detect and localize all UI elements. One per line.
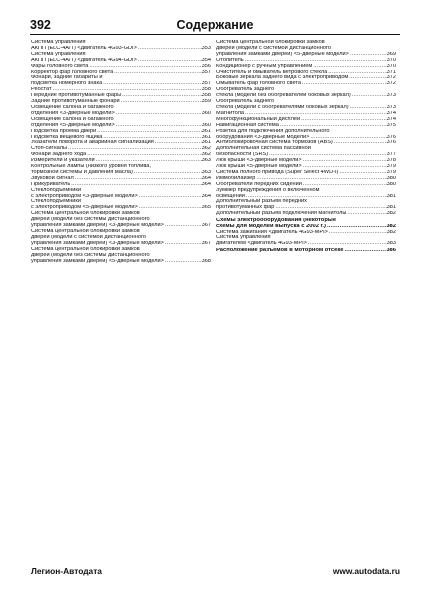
toc-entry-title: управления замками дверей) <3-дверные модели>: [31, 223, 164, 229]
toc-entry-title: Люк крыши <3-дверные модели>: [216, 158, 302, 164]
toc-entry[interactable]: [216, 40, 396, 58]
toc-entry[interactable]: [216, 235, 396, 247]
toc-entry-page: 381: [386, 205, 396, 211]
toc-entry-title: Подсветка вещевого ящика: [31, 134, 103, 140]
toc-entry-page: 373: [386, 104, 396, 110]
toc-left-column: [31, 40, 211, 264]
toc-entry-title: противотуманных фар: [216, 205, 275, 211]
toc-entry-line: [31, 259, 211, 265]
toc-entry-title: Фонари, задние габариты и: [31, 75, 103, 81]
toc-entry-page: 386: [386, 247, 396, 253]
toc-entry-title: Розетка для подключения дополнительного: [216, 128, 330, 134]
toc-entry-page: 367: [201, 240, 211, 246]
toc-entry-title: Передние противотуманные фары: [31, 93, 122, 99]
toc-entry-title: Боковые зеркала заднего вида с электроприводом: [216, 75, 349, 81]
toc-entry-title: Обогреватель заднего: [216, 99, 275, 105]
toc-entry-page: 379: [386, 169, 396, 175]
toc-entry-page: 364: [201, 181, 211, 187]
toc-entry[interactable]: [216, 188, 396, 200]
toc-entry-title: Освещение салона и багажного: [31, 104, 114, 110]
toc-entry-title: Система управления: [31, 51, 86, 57]
toc-entry[interactable]: [216, 199, 396, 211]
toc-entry-title: подсветка номерного знака: [31, 81, 103, 87]
toc-entry[interactable]: [31, 164, 211, 176]
toc-entry-page: 365: [201, 205, 211, 211]
toc-entry-title: тормозной системы и давления масла): [31, 169, 133, 175]
toc-entry-page: 370: [386, 63, 396, 69]
toc-entry[interactable]: [31, 211, 211, 229]
page-title: Содержание: [176, 18, 254, 32]
toc-entry-title: отделения <5-дверные модели>: [31, 122, 115, 128]
dot-leader: [343, 248, 386, 254]
toc-entry[interactable]: [31, 188, 211, 200]
toc-entry[interactable]: [31, 247, 211, 265]
toc-entry-page: 375: [386, 122, 396, 128]
toc-entry-title: Отопитель: [216, 57, 244, 63]
toc-entry-title: отделения <3-дверные модели>: [31, 110, 115, 116]
toc-entry-page: 367: [201, 223, 211, 229]
toc-entry[interactable]: [216, 211, 396, 217]
toc-entry-title: с электроприводом <5-дверные модели>: [31, 205, 138, 211]
publisher-website[interactable]: www.autodata.ru: [332, 566, 400, 576]
toc-entry-page: 358: [201, 87, 211, 93]
toc-entry-title: Магнитола: [216, 110, 244, 116]
toc-entry[interactable]: [31, 105, 211, 117]
toc-entry-title: оборудования <3-дверные модели>: [216, 134, 310, 140]
toc-entry-page: 363: [201, 158, 211, 164]
toc-entry-title: Система зажигания <двигатель 4G93-MPI>: [216, 229, 328, 235]
toc-entry-title: Схемы электрооборудования (некоторые: [216, 217, 337, 223]
toc-entry-title: Система управления: [216, 235, 271, 241]
page-header: [30, 18, 400, 34]
toc-entry-page: 370: [386, 57, 396, 63]
toc-entry-page: 376: [386, 140, 396, 146]
toc-entry[interactable]: [216, 99, 396, 111]
toc-entry-page: 360: [201, 110, 211, 116]
toc-entry-title: Кондиционер с ручным управлением: [216, 63, 313, 69]
toc-entry[interactable]: [216, 146, 396, 158]
dot-leader: [307, 241, 387, 247]
toc-entry[interactable]: [216, 248, 396, 254]
toc-entry-title: управления замками дверей) <5-дверные модели>: [31, 258, 164, 264]
toc-entry-title: с электроприводом <3-дверные модели>: [31, 193, 138, 199]
toc-entry-page: 382: [386, 211, 396, 217]
toc-entry-title: Фары головного света: [31, 63, 89, 69]
toc-entry-title: АКПП (ELC-4A/T) <двигатель 4G93-GDI>: [31, 45, 137, 51]
toc-entry-title: дверей (модели с системой дистанционного: [31, 234, 146, 240]
toc-entry-title: Обогреватель заднего: [216, 87, 275, 93]
toc-entry-page: 372: [386, 75, 396, 81]
toc-entry-title: Навигационная система: [216, 122, 279, 128]
toc-entry-page: 362: [201, 152, 211, 158]
toc-entry-title: Система центральной блокировки замков: [31, 211, 140, 217]
toc-entry-page: 362: [201, 146, 211, 152]
toc-entry-page: 379: [386, 164, 396, 170]
toc-entry-page: 373: [386, 93, 396, 99]
toc-entry-title: Измерители и указатели: [31, 158, 95, 164]
toc-entry-title: Антиблокировочная система тормозов (ABS): [216, 140, 333, 146]
toc-entry-title: Система управления: [31, 40, 86, 45]
toc-entry-page: 357: [201, 81, 211, 87]
toc-entry-line: [216, 241, 396, 247]
toc-entry-title: Дополнительный разъем передних: [216, 199, 307, 205]
toc-entry-page: 361: [201, 128, 211, 134]
toc-entry-page: 382: [386, 229, 396, 235]
toc-entry-page: 371: [386, 69, 396, 75]
toc-entry-title: дверей (модели с системой дистанционного: [216, 45, 331, 51]
toc-entry-page: 353: [201, 45, 211, 51]
toc-entry-title: Иммобилайзер: [216, 175, 256, 181]
toc-entry-page: 361: [201, 134, 211, 140]
toc-entry-title: Задние противотуманные фонари: [31, 99, 120, 105]
toc-entry-title: Зуммер предупреждения о включенном: [216, 187, 320, 193]
toc-entry-title: дверей (модели без системы дистанционного: [31, 252, 150, 258]
toc-entry-title: Очиститель и омыватель ветрового стекла: [216, 69, 328, 75]
toc-entry-title: Прикуриватель: [31, 181, 71, 187]
toc-entry[interactable]: [216, 218, 396, 230]
toc-entry[interactable]: [216, 87, 396, 99]
toc-entry-title: управления замками дверей) <5-дверные модели>: [216, 51, 349, 57]
toc-entry-line: [216, 248, 396, 254]
toc-entry-line: [216, 211, 396, 217]
toc-entry-page: 374: [386, 110, 396, 116]
toc-entry-title: Фонари заднего хода: [31, 152, 87, 158]
toc-entry-title: Стоп-сигналы: [31, 146, 67, 152]
dot-leader: [164, 259, 202, 265]
toc-entry-title: стекла (модели с обогревателями боковых зеркал): [216, 104, 349, 110]
toc-entry[interactable]: [216, 129, 396, 141]
toc-entry[interactable]: [31, 52, 211, 64]
toc-entry-page: 369: [386, 51, 396, 57]
toc-entry-title: Реостат: [31, 87, 52, 93]
toc-entry-page: 380: [386, 181, 396, 187]
toc-entry-title: двигателем <двигатель 4G93-MPI>: [216, 241, 307, 247]
toc-entry-page: 383: [386, 241, 396, 247]
toc-entry-title: Подсветка проема двери: [31, 128, 97, 134]
toc-entry-page: 377: [386, 152, 396, 158]
toc-entry-page: 374: [386, 116, 396, 122]
toc-entry-page: 368: [201, 258, 211, 264]
toc-entry-title: Омыватель фар головного света: [216, 81, 301, 87]
toc-entry-title: Указатели поворота и аварийная сигнализация: [31, 140, 154, 146]
toc-entry-page: 380: [386, 175, 396, 181]
toc-entry-title: Дополнительная система пассивной: [216, 146, 311, 152]
toc-entry[interactable]: [31, 229, 211, 247]
toc-entry-title: Многофункциональный дисплей: [216, 116, 301, 122]
toc-entry-title: Люк крыши <5-дверные модели>: [216, 164, 302, 170]
toc-entry-title: Система центральной блокировки замков: [31, 229, 140, 234]
toc-entry-page: 378: [386, 158, 396, 164]
toc-entry-title: Звуковой сигнал: [31, 175, 74, 181]
toc-entry-page: 382: [386, 223, 396, 229]
dot-leader: [346, 211, 386, 217]
toc-entry-page: 372: [386, 81, 396, 87]
toc-entry-title: Система центральной блокировки замков: [216, 40, 325, 45]
toc-entry-page: 359: [201, 99, 211, 105]
toc-entry-title: стекла (модели без обогревателей боковых зеркал): [216, 93, 351, 99]
toc-entry-title: Расположение разъемов в моторном отсеке: [216, 247, 344, 253]
toc-entry[interactable]: [31, 117, 211, 129]
toc-entry-title: Стеклоподъемники: [31, 187, 81, 193]
toc-entry-title: Корректор фар головного света: [31, 69, 114, 75]
toc-entry-page: 358: [201, 93, 211, 99]
toc-entry-page: 363: [201, 169, 211, 175]
toc-entry-page: 360: [201, 122, 211, 128]
header-rule: [30, 34, 400, 35]
toc-entry-title: Система полного привода (Super Select 4WD-I): [216, 169, 339, 175]
toc-entry-title: АКПП (ELC-4A/T) <двигатель 4G94-GDI>: [31, 57, 137, 63]
toc-entry-title: управления замками дверей) <3-дверные модели>: [31, 240, 164, 246]
toc-entry[interactable]: [31, 75, 211, 87]
toc-entry-page: 356: [201, 63, 211, 69]
toc-entry-page: 361: [201, 140, 211, 146]
toc-entry[interactable]: [31, 40, 211, 52]
toc-entry-title: Контрольные лампы (низкого уровня топлива,: [31, 164, 151, 170]
toc-entry-title: освещении: [216, 193, 245, 199]
toc-entry-title: Дополнительный разъем подключения магнитолы: [216, 211, 347, 217]
toc-entry[interactable]: [31, 199, 211, 211]
toc-entry-page: 381: [386, 193, 396, 199]
toc-entry-page: 364: [201, 193, 211, 199]
toc-entry-title: схемы для моделей выпуска с 2002 г.): [216, 223, 326, 229]
publisher-name: Легион-Автодата: [31, 566, 102, 576]
toc-entry-title: Освещение салона и багажного: [31, 116, 114, 122]
toc-entry-page: 354: [201, 57, 211, 63]
toc-entry-page: 357: [201, 69, 211, 75]
toc-entry-title: Стеклоподъемники: [31, 199, 81, 205]
toc-entry-title: безопасности (SRS): [216, 152, 269, 158]
toc-entry-title: Обогреватели передних сидений: [216, 181, 302, 187]
toc-entry-page: 364: [201, 175, 211, 181]
toc-entry-title: Система центральной блокировки замков: [31, 246, 140, 252]
page-number: 392: [30, 18, 51, 32]
toc-entry-title: дверей (модели без системы дистанционного: [31, 217, 150, 223]
toc-entry-page: 376: [386, 134, 396, 140]
toc-right-column: [216, 40, 396, 254]
